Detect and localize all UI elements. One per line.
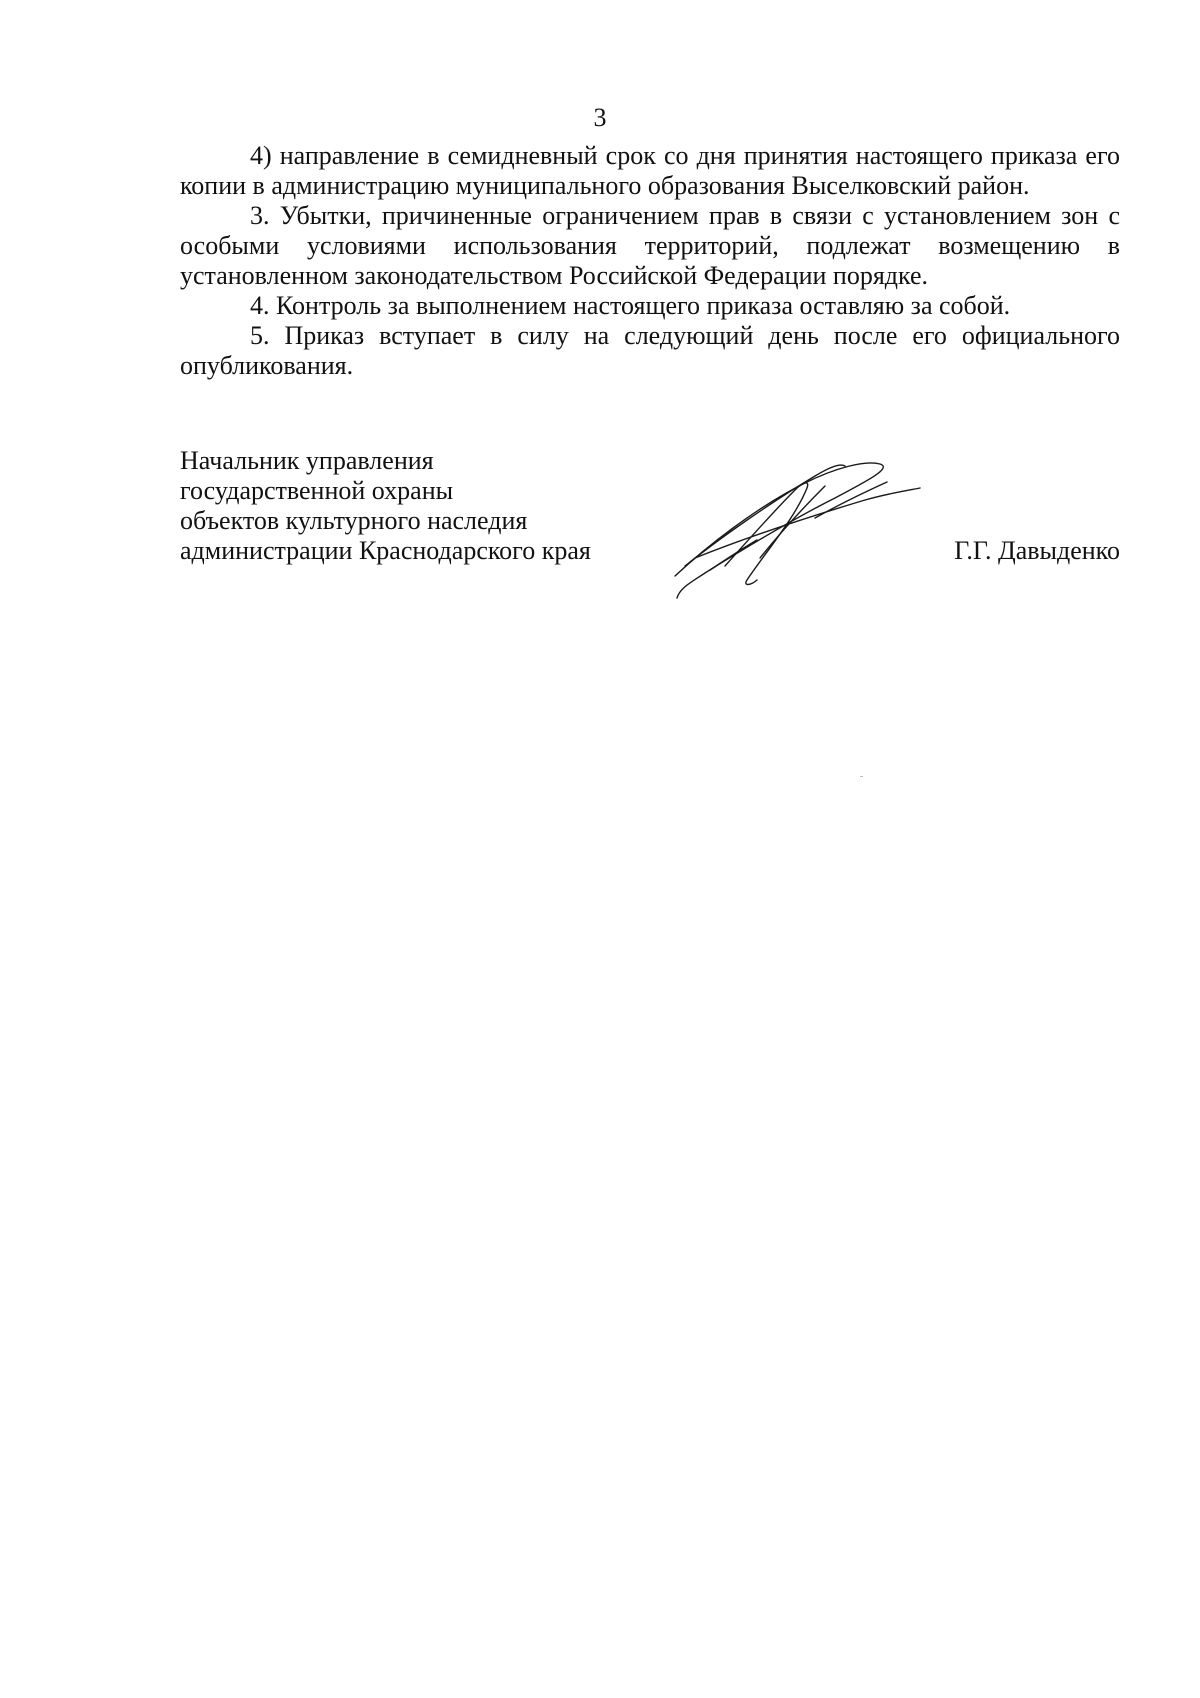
handwritten-signature bbox=[665, 448, 945, 608]
paragraph-losses-compensation: 3. Убытки, причиненные ограничением прав в связи с установлением зон с особыми условиями использования территорий, подлежат возмещению в установленном законодательством Российской Федерации порядке. bbox=[180, 201, 1120, 290]
signatory-position-line: объектов культурного наследия bbox=[180, 506, 528, 535]
scan-dot bbox=[860, 776, 863, 777]
signatory-position-line: Начальник управления bbox=[180, 446, 434, 475]
signatory-position bbox=[180, 446, 591, 566]
paragraph-control: 4. Контроль за выполнением настоящего приказа оставляю за собой. bbox=[250, 291, 1011, 320]
signatory-position-line: администрации Краснодарского края bbox=[180, 536, 591, 565]
paragraph-item-4-sending-copy: 4) направление в семидневный срок со дня принятия настоящего приказа его копии в администрацию муниципального образования Выселковский район. bbox=[180, 141, 1120, 200]
paragraph-entry-into-force: 5. Приказ вступает в силу на следующий день после его официального опубликования. bbox=[180, 321, 1120, 380]
document-body bbox=[180, 141, 1120, 381]
signatory-position-line: государственной охраны bbox=[180, 476, 454, 505]
signatory-name: Г.Г. Давыденко bbox=[954, 536, 1120, 565]
page-number: 3 bbox=[593, 103, 607, 132]
